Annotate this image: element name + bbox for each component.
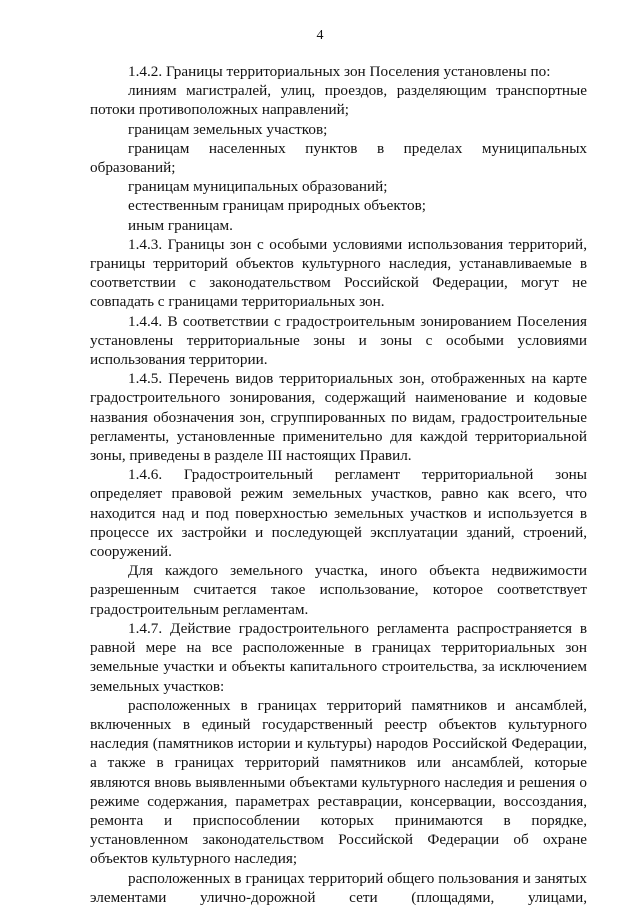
paragraph-1-4-2: 1.4.2. Границы территориальных зон Поселения установлены по:: [128, 63, 551, 80]
list-item-roads: линиям магистралей, улиц, проездов, разделяющим транспортные потоки противоположных направлений;: [90, 82, 587, 119]
paragraph-1-4-4: 1.4.4. В соответствии с градостроительным зонированием Поселения установлены территориальные зоны и зоны с особыми условиями использования территории.: [90, 312, 587, 369]
list-item-municipal-borders: границам муниципальных образований;: [128, 178, 388, 196]
paragraph-permitted-use: Для каждого земельного участка, иного объекта недвижимости разрешенным считается такое использование, которое соответствует градостроительным регламентам.: [90, 562, 587, 618]
page-number: 4: [316, 28, 324, 43]
paragraph-1-4-3: 1.4.3. Границы зон с особыми условиями использования территорий, границы территорий объектов культурного наследия, устанавливаемые в соответствии с законодательством Российской Федерации, могут не совпадать с границами территориальных зон.: [90, 235, 587, 311]
list-item-cultural-heritage: расположенных в границах территорий памятников и ансамблей, включенных в единый государственный реестр объектов культурного наследия (памятников истории и культуры) народов Российской Федерации, а также в границах территорий памятников или ансамблей, которые являются вновь выявленными объектами культурного наследия и решения о режиме содержания, параметрах реставрации, консервации, воссоздания, ремонта и приспособлении которых принимаются в порядке, установленном законодательством Российской Федерации об охране объектов культурного наследия;: [90, 696, 587, 868]
list-item-land-plots: границам земельных участков;: [128, 120, 328, 138]
paragraph-1-4-6: 1.4.6. Градостроительный регламент территориальной зоны определяет правовой режим земельных участков, равно как всего, что находится над и под поверхностью земельных участков и используется в процессе их застройки и последующей эксплуатации зданий, строений, сооружений.: [90, 466, 587, 561]
list-item-natural-borders: естественным границам природных объектов;: [128, 197, 426, 215]
paragraph-1-4-5: 1.4.5. Перечень видов территориальных зон, отображенных на карте градостроительного зонирования, содержащий наименование и кодовые названия обозначения зон, сгруппированных по видам, градостроительные регламенты, установленные применительно для каждой территориальной зоны, приведены в разделе III настоящих Правил.: [90, 370, 587, 465]
list-item-settlements: границам населенных пунктов в пределах муниципальных образований;: [90, 139, 587, 177]
list-item-other-borders: иным границам.: [128, 216, 233, 234]
document-body: [90, 62, 587, 907]
paragraph-1-4-7: 1.4.7. Действие градостроительного регламента распространяется в равной мере на все расположенные в границах территориальных зон земельные участки и объекты капитального строительства, за исключением земельных участков:: [90, 619, 587, 695]
list-item-public-territories: расположенных в границах территорий общего пользования и занятых элементами улично-дорожной сети (площадями, улицами,: [90, 869, 587, 906]
